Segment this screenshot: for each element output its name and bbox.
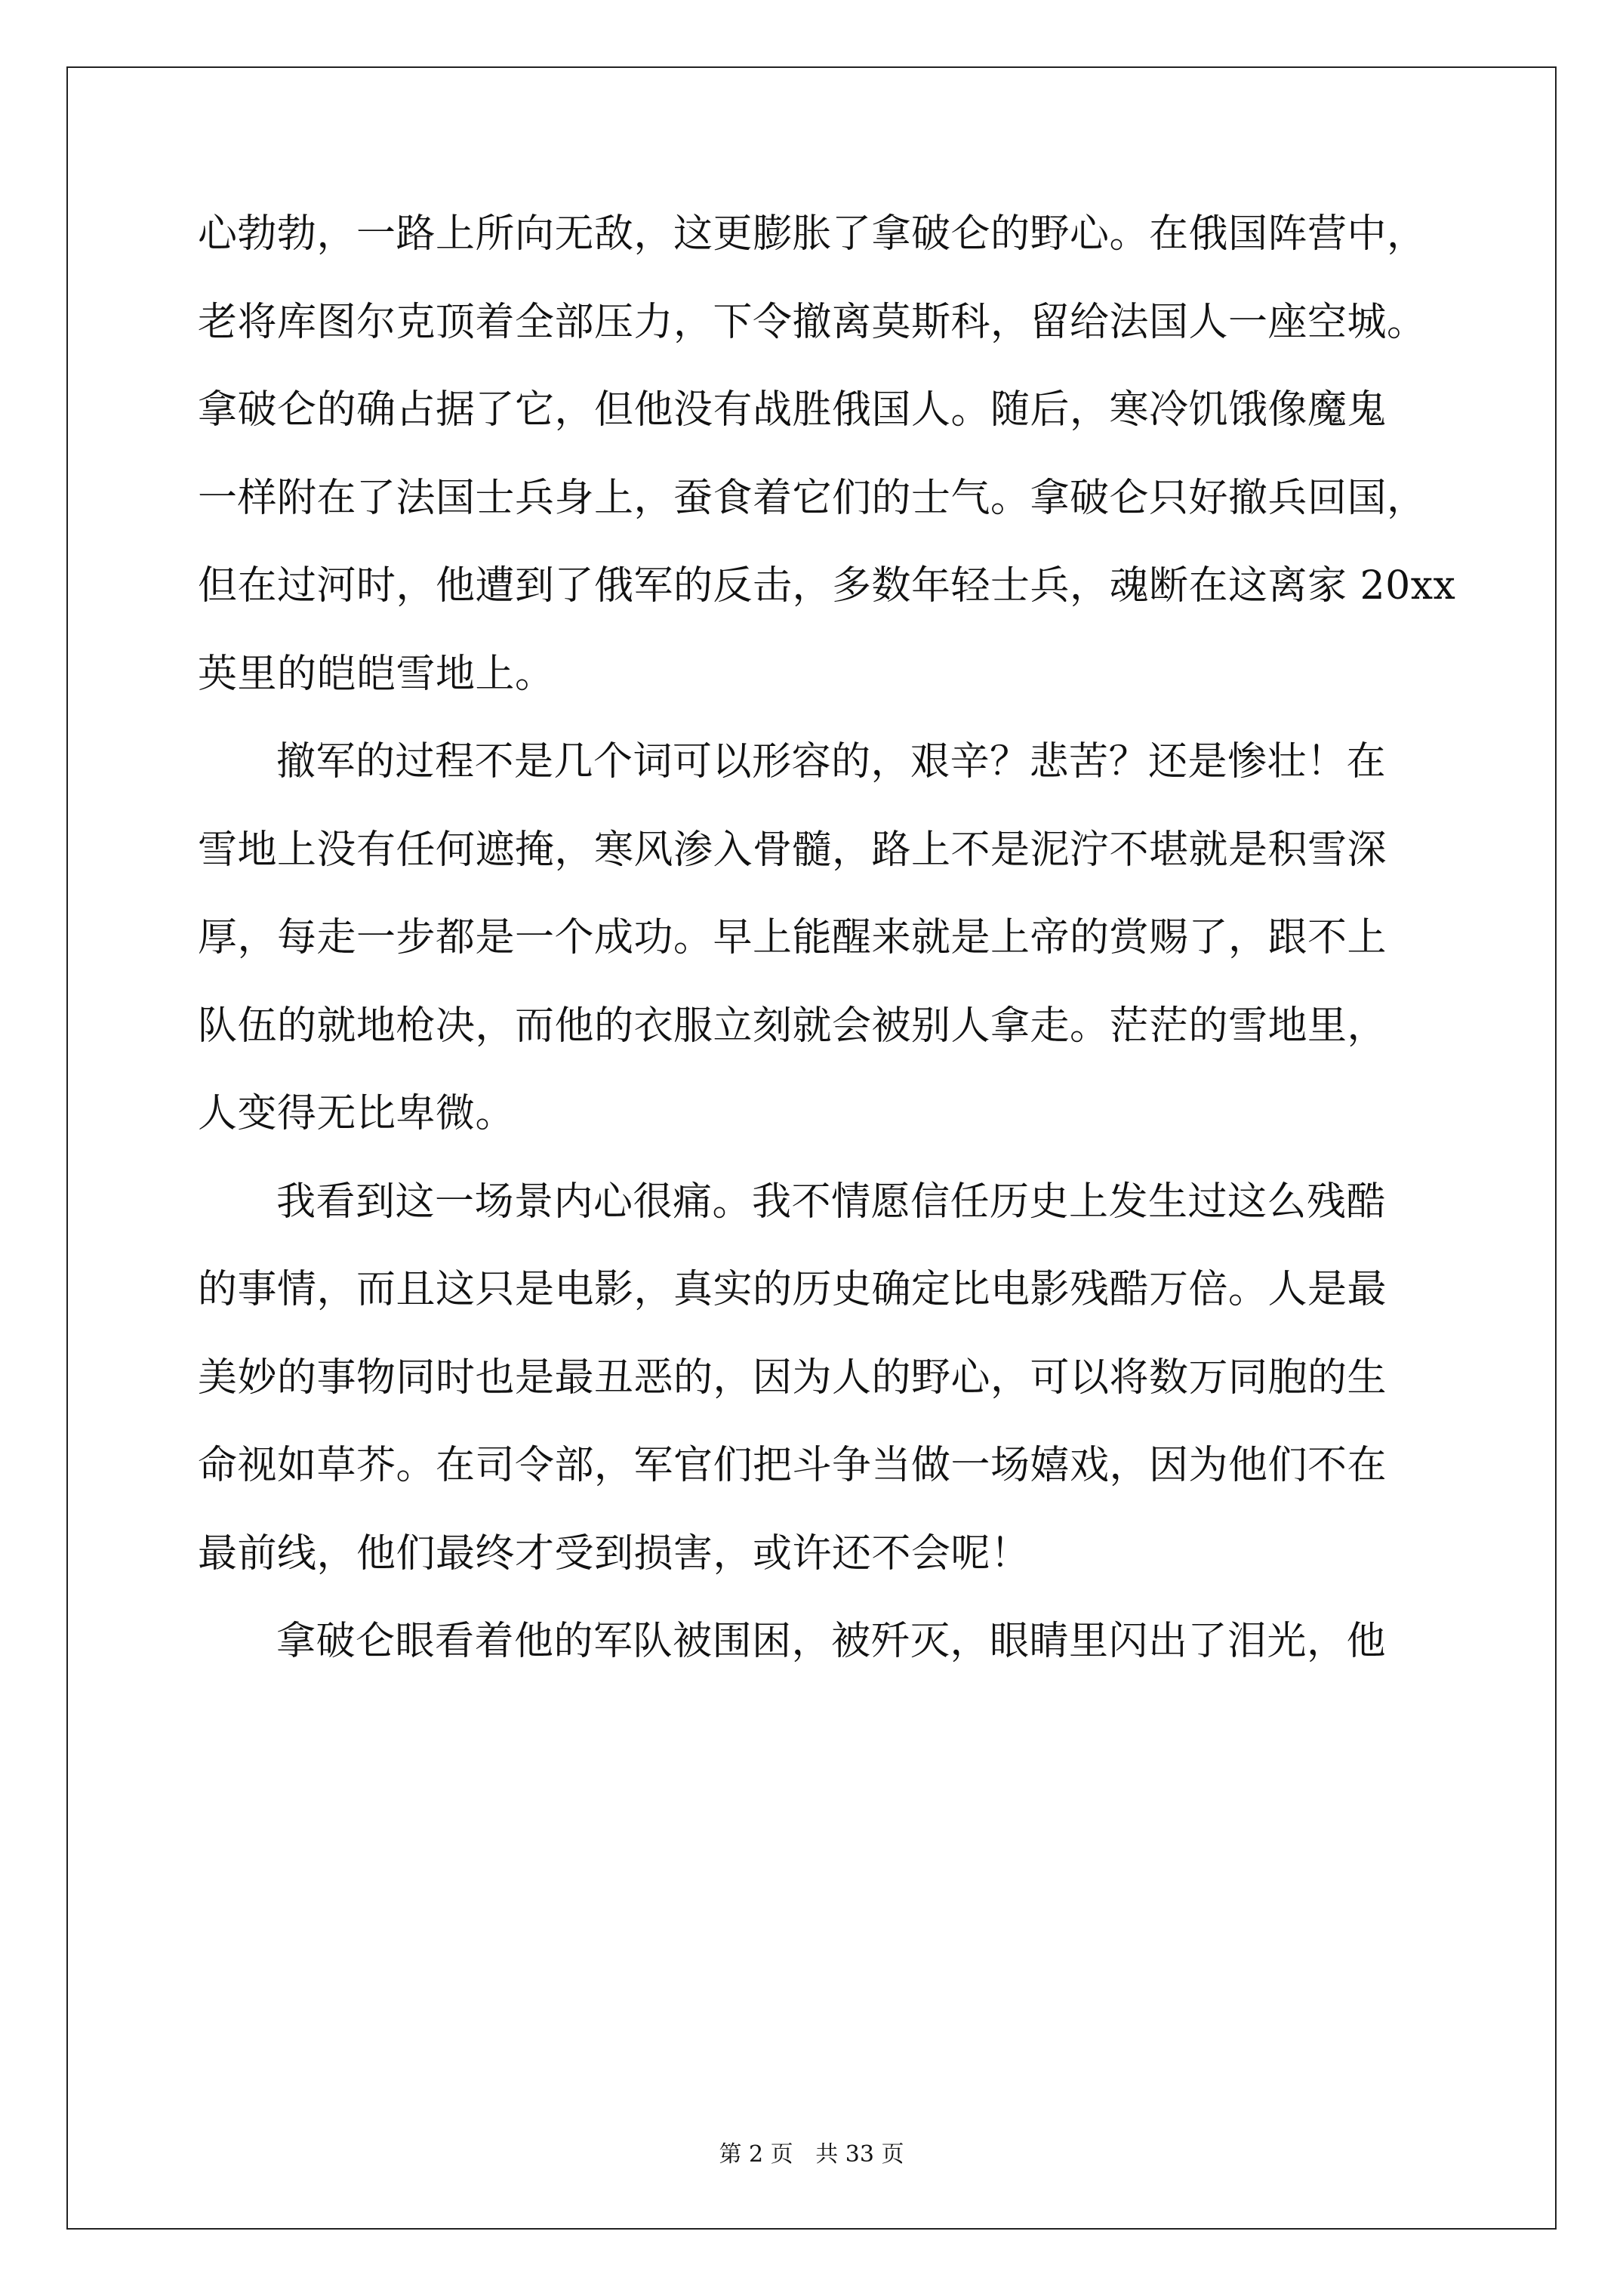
text-line: 命视如草芥。在司令部，军官们把斗争当做一场嬉戏，因为他们不在 (198, 1443, 1387, 1488)
page-footer (0, 2140, 1623, 2170)
text-line: 拿破仑的确占据了它，但他没有战胜俄国人。随后，寒冷饥饿像魔鬼 (198, 387, 1387, 433)
text-line: 但在过河时，他遭到了俄军的反击，多数年轻士兵，魂断在这离家 20xx (198, 563, 1456, 609)
paragraph-start-line: 撤军的过程不是几个词可以形容的，艰辛？悲苦？还是惨壮！在 (276, 739, 1387, 784)
text-line: 心勃勃，一路上所向无敌，这更膨胀了拿破仑的野心。在俄国阵营中， (198, 211, 1427, 257)
text-line: 最前线，他们最终才受到损害，或许还不会呢！ (198, 1530, 1030, 1576)
text-line: 的事情，而且这只是电影，真实的历史确定比电影残酷万倍。人是最 (198, 1267, 1387, 1312)
text-line: 一样附在了法国士兵身上，蚕食着它们的士气。拿破仑只好撤兵回国， (198, 475, 1427, 521)
text-line: 英里的皑皑雪地上。 (198, 651, 555, 697)
paragraph-start-line: 我看到这一场景内心很痛。我不情愿信任历史上发生过这么残酷 (276, 1179, 1387, 1225)
text-line: 老将库图尔克顶着全部压力，下令撤离莫斯科，留给法国人一座空城。 (198, 299, 1427, 345)
text-line: 美妙的事物同时也是最丑恶的，因为人的野心，可以将数万同胞的生 (198, 1354, 1387, 1401)
text-line: 人变得无比卑微。 (198, 1091, 516, 1136)
paragraph-start-line: 拿破仑眼看着他的军队被围困，被歼灭，眼睛里闪出了泪光，他 (276, 1619, 1387, 1664)
page-number: 第 2 页 (719, 2141, 793, 2168)
text-line: 雪地上没有任何遮掩，寒风渗入骨髓，路上不是泥泞不堪就是积雪深 (198, 827, 1387, 873)
text-line: 厚，每走一步都是一个成功。早上能醒来就是上帝的赏赐了，跟不上 (198, 915, 1387, 960)
page-total: 共 33 页 (815, 2141, 904, 2168)
document-body (198, 190, 1456, 1686)
text-line: 队伍的就地枪决，而他的衣服立刻就会被别人拿走。茫茫的雪地里， (198, 1003, 1387, 1049)
